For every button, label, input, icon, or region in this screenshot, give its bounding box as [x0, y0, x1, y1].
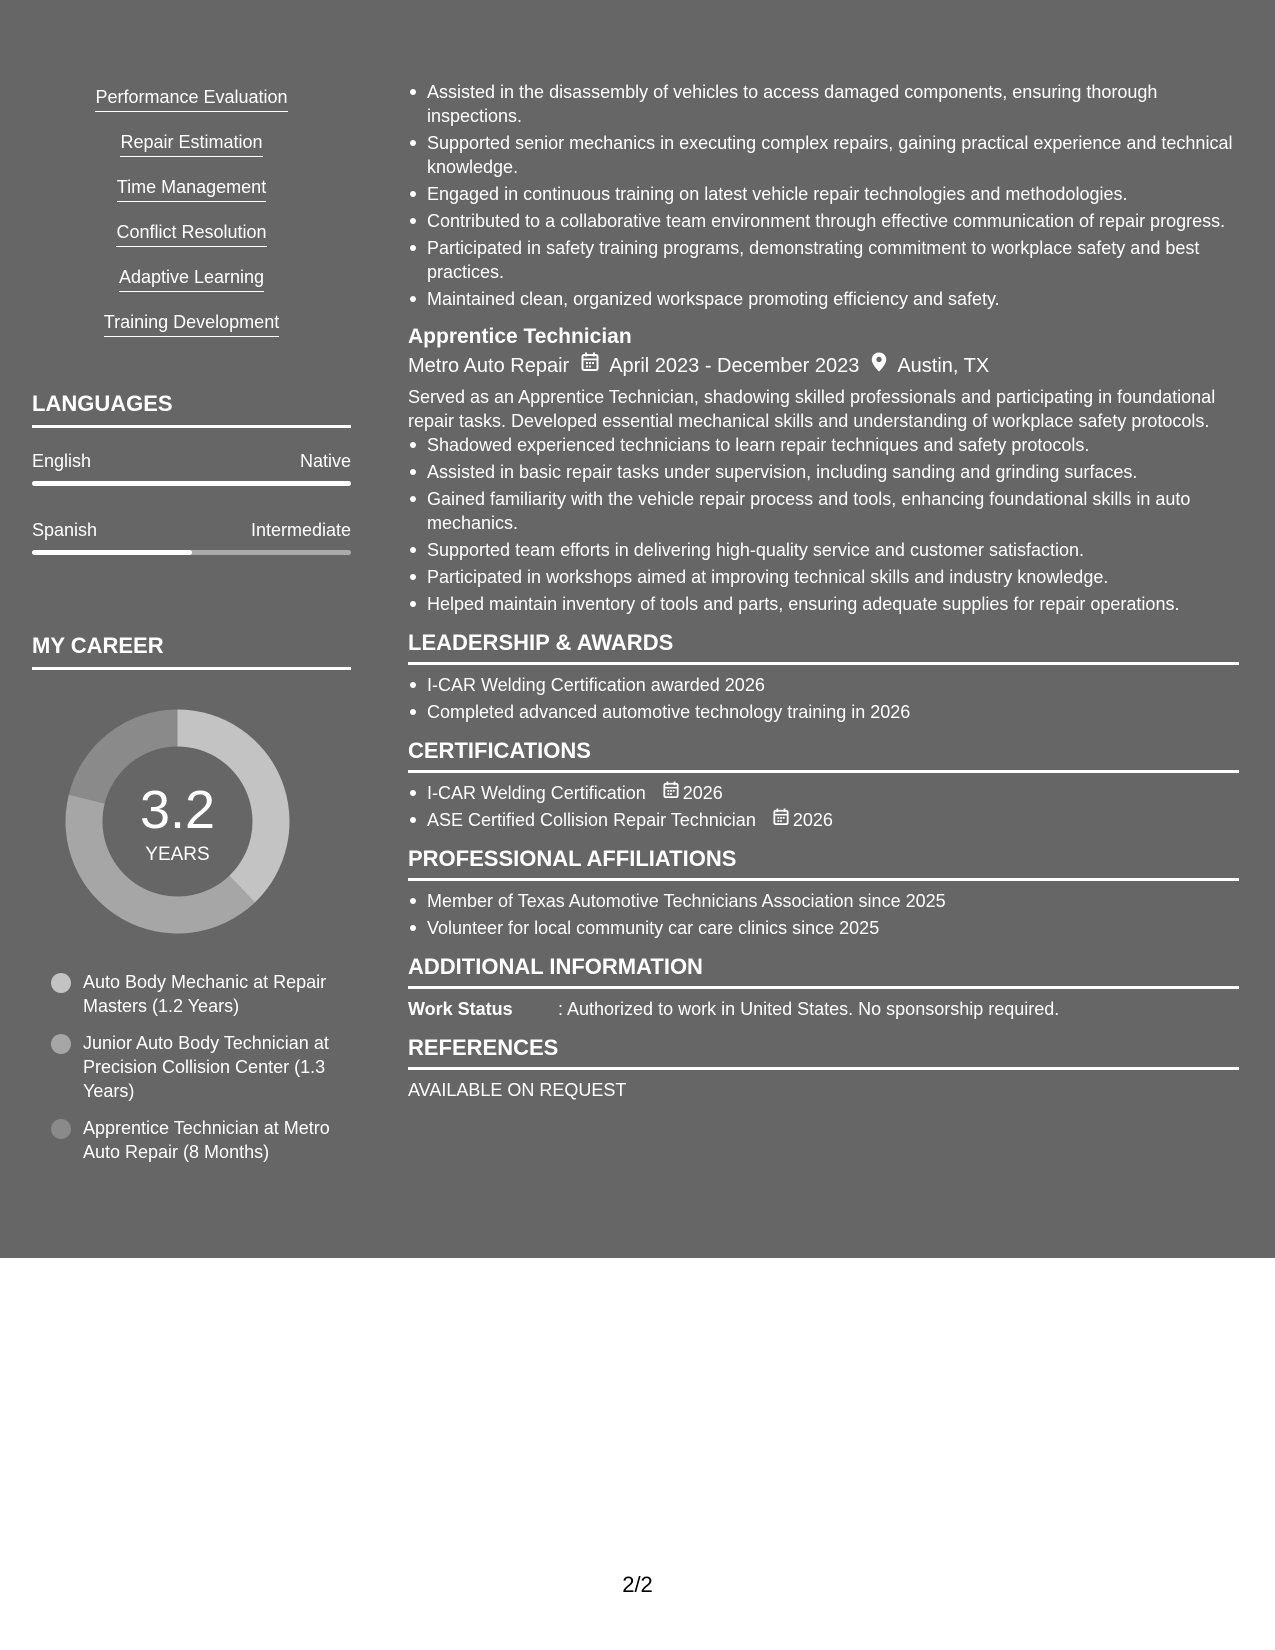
legend-dot-icon	[51, 1119, 71, 1139]
skill-label: Repair Estimation	[120, 131, 262, 157]
skill-label: Adaptive Learning	[119, 266, 264, 292]
location-pin-icon	[871, 352, 887, 380]
certification-date	[663, 781, 723, 805]
bullet-item: Member of Texas Automotive Technicians Association since 2025	[408, 889, 1239, 913]
page-number: 2/2	[622, 1572, 653, 1597]
bullet-item: Supported team efforts in delivering high-quality service and customer satisfaction.	[408, 538, 1239, 562]
bullet-item: Engaged in continuous training on latest vehicle repair technologies and methodologies.	[408, 182, 1239, 206]
skill-item	[32, 311, 351, 356]
bullet-item: Volunteer for local community car care clinics since 2025	[408, 916, 1239, 940]
leadership-heading: LEADERSHIP & AWARDS	[408, 630, 1239, 665]
job-location: Austin, TX	[897, 355, 990, 377]
certifications-list	[408, 781, 1239, 832]
affiliations-heading: PROFESSIONAL AFFILIATIONS	[408, 846, 1239, 881]
certification-name: I-CAR Welding Certification	[427, 783, 646, 803]
languages-heading: LANGUAGES	[32, 391, 351, 428]
career-total-value: 3.2	[139, 780, 216, 840]
language-level: Intermediate	[250, 520, 351, 540]
certification-date	[773, 808, 833, 832]
legend-dot-icon	[51, 973, 71, 993]
bullet-item: Completed advanced automotive technology training in 2026	[408, 700, 1239, 724]
certification-item	[408, 808, 1239, 832]
calendar-icon	[663, 781, 679, 805]
career-legend-item	[51, 1116, 341, 1164]
bullet-item: I-CAR Welding Certification awarded 2026	[408, 673, 1239, 697]
additional-info-heading: ADDITIONAL INFORMATION	[408, 954, 1239, 989]
affiliations-list	[408, 889, 1239, 940]
bullet-item: Participated in workshops aimed at improving technical skills and industry knowledge.	[408, 565, 1239, 589]
language-bar-english	[32, 481, 351, 486]
bullet-item: Participated in safety training programs, demonstrating commitment to workplace safety and best practices.	[408, 236, 1239, 284]
previous-job-bullets	[408, 80, 1239, 311]
certification-name: ASE Certified Collision Repair Technician	[427, 810, 756, 830]
job-meta	[408, 352, 1239, 380]
job-title: Apprentice Technician	[408, 325, 632, 348]
language-row-english	[32, 450, 351, 472]
language-row-spanish	[32, 519, 351, 541]
skill-item	[32, 86, 351, 131]
skill-label: Conflict Resolution	[116, 221, 266, 247]
right-column	[408, 80, 1239, 1102]
language-name: Spanish	[32, 520, 98, 540]
career-legend-text: Junior Auto Body Technician at Precision Collision Center (1.3 Years)	[83, 1033, 329, 1101]
bullet-item: Assisted in the disassembly of vehicles to access damaged components, ensuring thorough inspections.	[408, 80, 1239, 128]
bullet-item: Maintained clean, organized workspace promoting efficiency and safety.	[408, 287, 1239, 311]
bullet-item: Gained familiarity with the vehicle repair process and tools, enhancing foundational skills in auto mechanics.	[408, 487, 1239, 535]
job-dates: April 2023 - December 2023	[609, 355, 860, 377]
bullet-item: Shadowed experienced technicians to learn repair techniques and safety protocols.	[408, 433, 1239, 457]
certification-year: 2026	[792, 810, 833, 830]
leadership-list	[408, 673, 1239, 724]
job-bullets	[408, 433, 1239, 616]
work-status-label: Work Status	[408, 999, 513, 1019]
bullet-item: Assisted in basic repair tasks under supervision, including sanding and grinding surfaces.	[408, 460, 1239, 484]
calendar-icon	[581, 352, 599, 380]
work-status-row	[408, 997, 1239, 1021]
career-legend-text: Apprentice Technician at Metro Auto Repair (8 Months)	[83, 1118, 330, 1162]
language-name: English	[32, 451, 92, 471]
references-heading: REFERENCES	[408, 1035, 1239, 1070]
career-legend-item	[51, 970, 341, 1018]
bullet-item: Supported senior mechanics in executing complex repairs, gaining practical experience and technical knowledge.	[408, 131, 1239, 179]
skills-list	[32, 86, 351, 356]
skill-label: Training Development	[104, 311, 279, 337]
certification-item	[408, 781, 1239, 805]
bullet-item: Contributed to a collaborative team environment through effective communication of repair progress.	[408, 209, 1239, 233]
skill-item	[32, 176, 351, 221]
career-legend-text: Auto Body Mechanic at Repair Masters (1.2 Years)	[83, 972, 327, 1016]
bullet-item: Helped maintain inventory of tools and parts, ensuring adequate supplies for repair operations.	[408, 592, 1239, 616]
job-company: Metro Auto Repair	[408, 355, 570, 377]
career-heading: MY CAREER	[32, 633, 351, 670]
career-legend	[51, 970, 341, 1177]
legend-dot-icon	[51, 1034, 71, 1054]
skill-item	[32, 131, 351, 176]
language-bar-fill	[32, 481, 351, 486]
work-status-value: : Authorized to work in United States. No sponsorship required.	[558, 999, 1060, 1019]
language-bar-spanish	[32, 550, 351, 555]
skill-item	[32, 266, 351, 311]
career-legend-item	[51, 1031, 341, 1103]
references-text: AVAILABLE ON REQUEST	[408, 1080, 627, 1100]
certification-year: 2026	[682, 783, 723, 803]
calendar-icon	[773, 808, 789, 832]
language-level: Native	[299, 451, 351, 471]
skill-label: Performance Evaluation	[95, 86, 287, 112]
career-total-unit: YEARS	[145, 844, 210, 865]
skill-item	[32, 221, 351, 266]
job-description: Served as an Apprentice Technician, shadowing skilled professionals and participating in foundational repair tasks. Developed essential mechanical skills and understanding of workplace safety protocols.	[408, 387, 1216, 431]
certifications-heading: CERTIFICATIONS	[408, 738, 1239, 773]
skill-label: Time Management	[117, 176, 266, 202]
language-bar-fill	[32, 550, 192, 555]
